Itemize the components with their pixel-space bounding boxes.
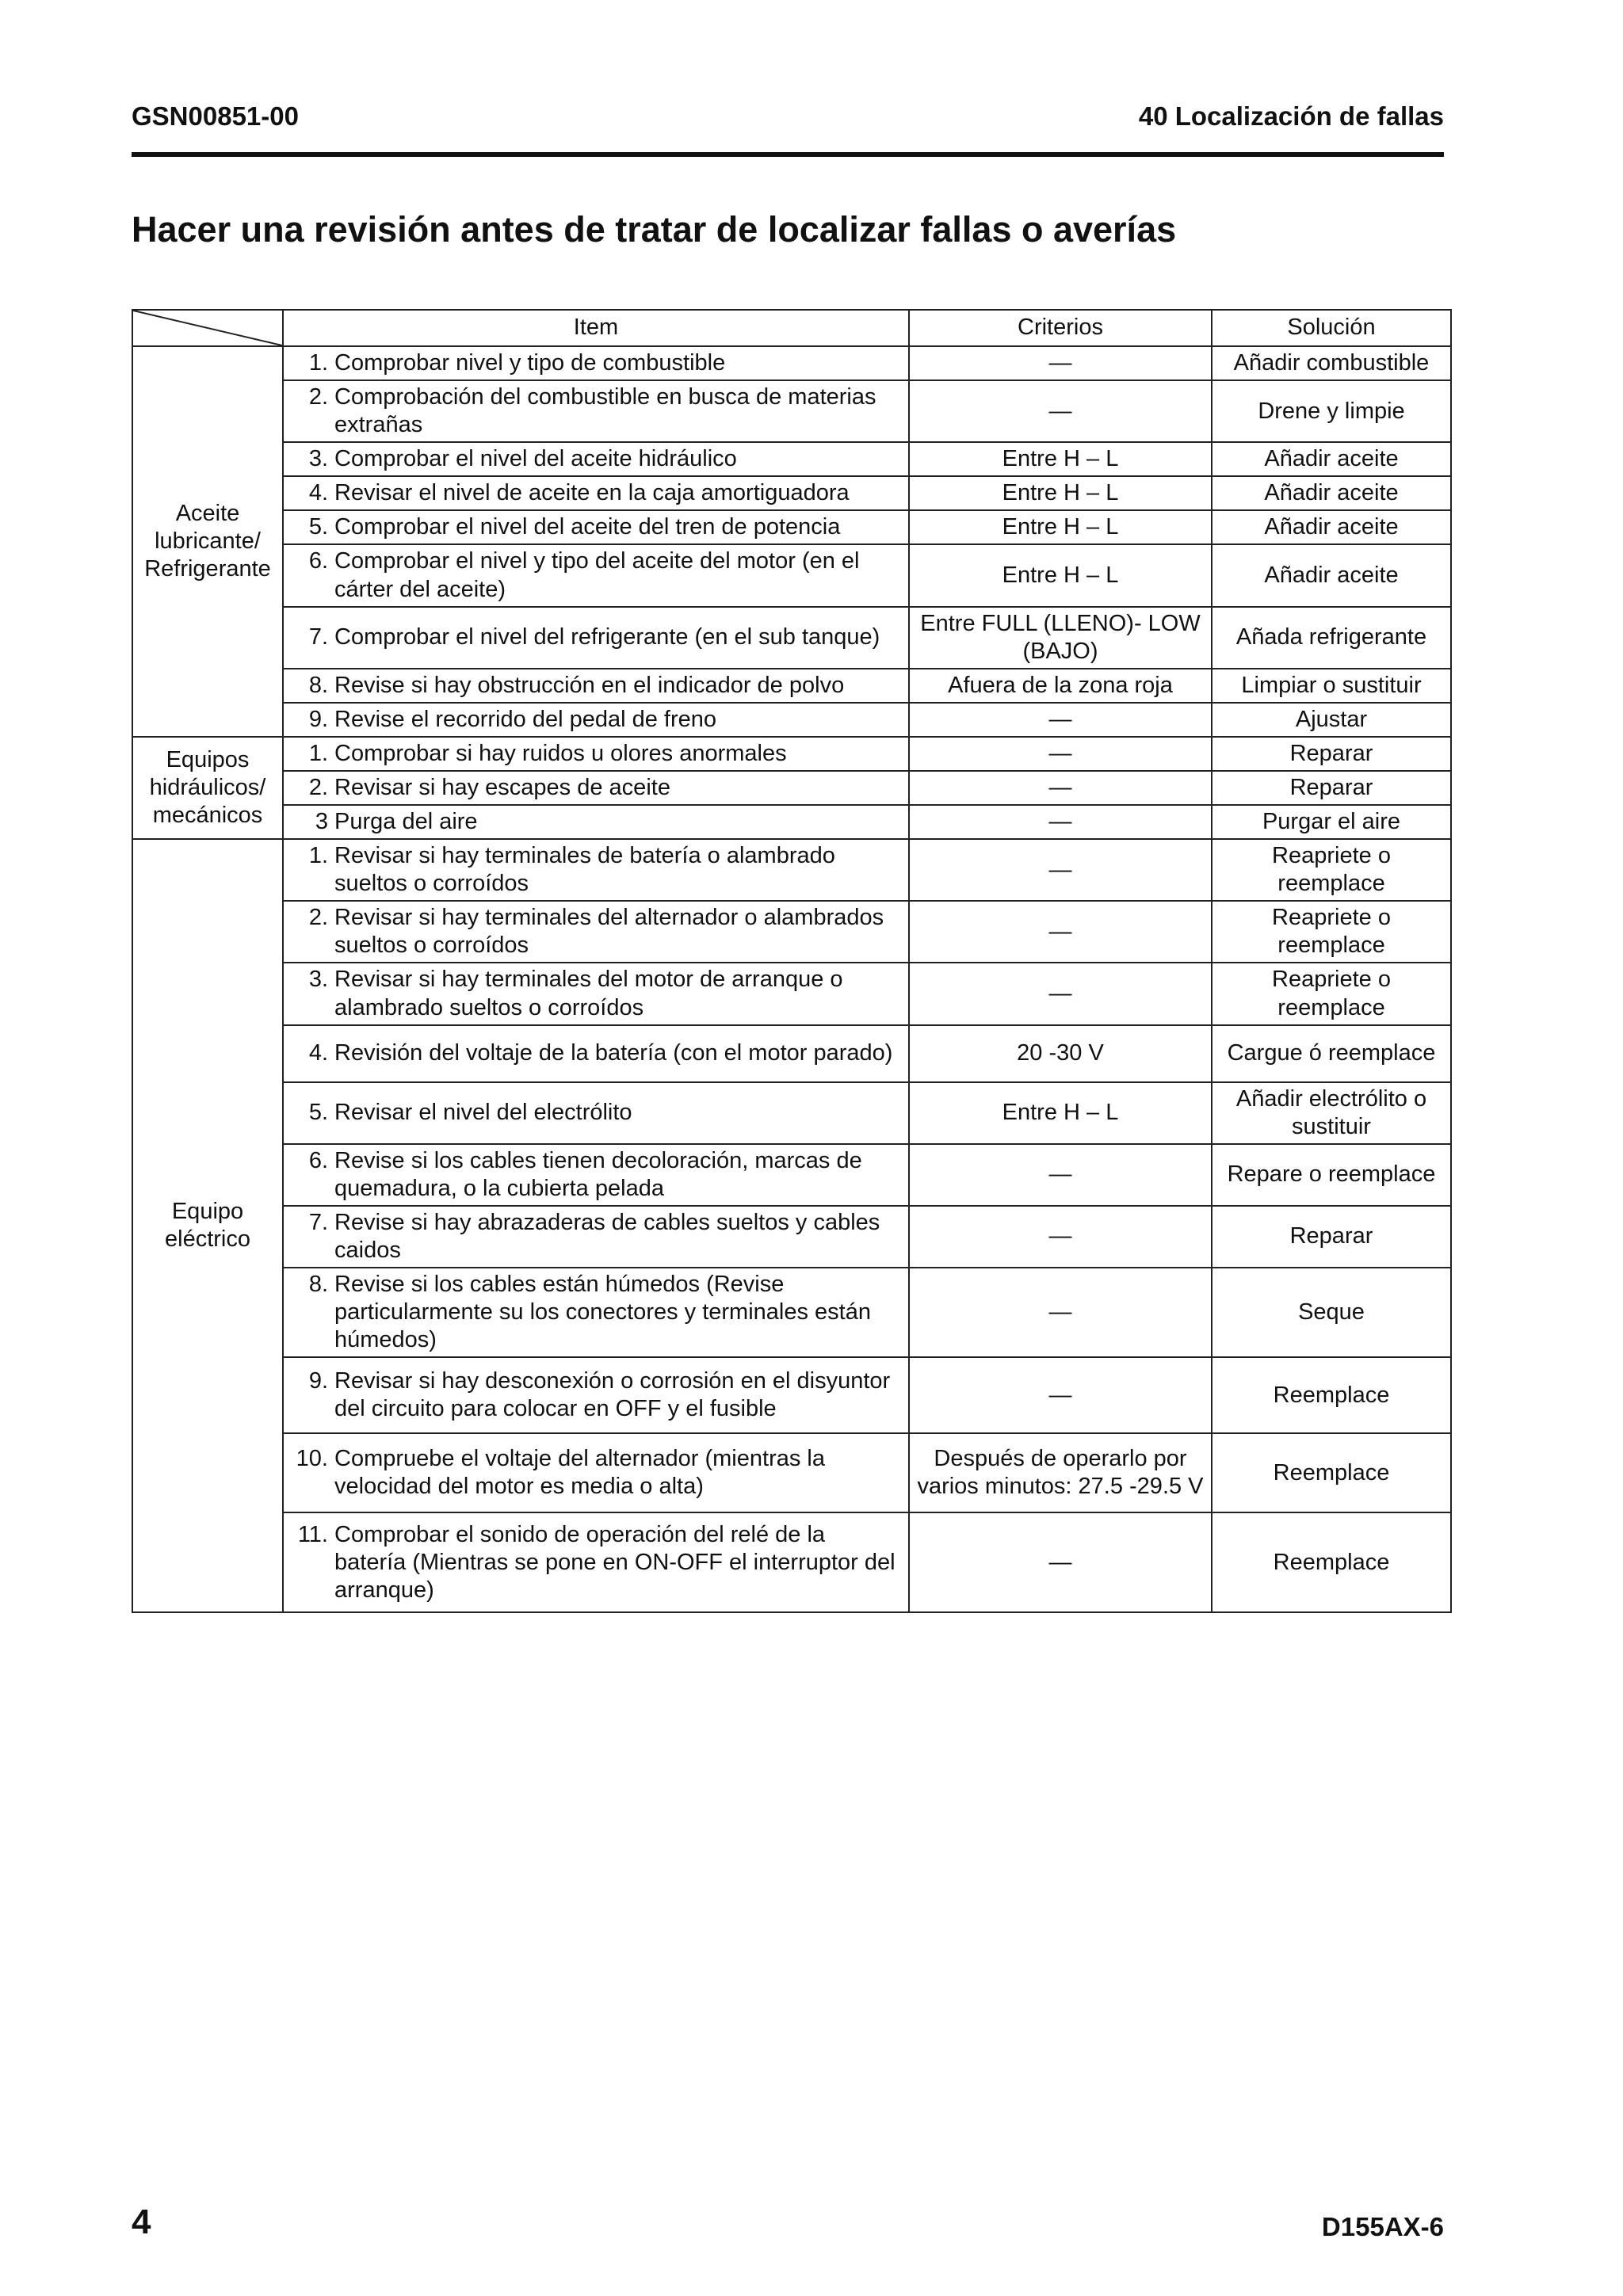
item-text: Revisar si hay terminales del motor de arranque o alambrado sueltos o corroídos (334, 967, 843, 1020)
solution-cell: Cargue ó reemplace (1212, 1025, 1451, 1082)
item-number: 2. (308, 905, 328, 931)
solution-cell: Reapriete o reemplace (1212, 839, 1451, 901)
criteria-cell: Entre H – L (909, 1082, 1212, 1144)
column-header-item: Item (283, 310, 909, 346)
solution-cell: Reparar (1212, 737, 1451, 771)
solution-cell: Seque (1212, 1268, 1451, 1357)
item-number: 9. (308, 706, 328, 732)
item-cell (283, 703, 909, 737)
corner-cell (132, 310, 283, 346)
item-text: Revisar el nivel del electrólito (334, 1100, 632, 1126)
item-text: Comprobar nivel y tipo de combustible (334, 350, 726, 376)
item-text: Revisión del voltaje de la batería (con el motor parado) (334, 1040, 893, 1066)
document-code: GSN00851-00 (132, 101, 299, 131)
item-text: Comprobar el sonido de operación del relé de la batería (Mientras se pone en ON-OFF el interruptor del arranque) (334, 1521, 896, 1603)
item-entry (290, 1039, 902, 1067)
criteria-cell: — (909, 1357, 1212, 1433)
item-entry (290, 672, 902, 700)
diagonal-line (133, 311, 282, 345)
item-entry (290, 547, 902, 603)
item-entry (290, 445, 902, 473)
item-number: 8. (308, 1272, 328, 1298)
category-cell: Equipos hidráulicos/ mecánicos (132, 737, 283, 839)
solution-cell: Ajustar (1212, 703, 1451, 737)
criteria-cell: — (909, 1206, 1212, 1268)
item-text: Revise si los cables tienen decoloración, marcas de quemadura, o la cubierta pelada (334, 1147, 862, 1201)
item-cell (283, 1082, 909, 1144)
item-cell (283, 1206, 909, 1268)
item-entry (290, 1099, 902, 1127)
item-text: Comprobación del combustible en busca de materias extrañas (334, 384, 876, 438)
item-cell (283, 476, 909, 510)
table-row (132, 1025, 1451, 1082)
item-text: Revise si hay abrazaderas de cables sueltos y cables caidos (334, 1209, 880, 1264)
table-row (132, 805, 1451, 839)
solution-cell: Reemplace (1212, 1512, 1451, 1612)
item-number: 3 (315, 809, 328, 835)
criteria-cell: — (909, 963, 1212, 1024)
table-row (132, 669, 1451, 703)
solution-cell: Reparar (1212, 1206, 1451, 1268)
table-row (132, 1144, 1451, 1206)
solution-cell: Reapriete o reemplace (1212, 901, 1451, 963)
item-text: Comprobar el nivel y tipo del aceite del motor (en el cárter del aceite) (334, 548, 860, 602)
criteria-cell: — (909, 380, 1212, 442)
table-body (132, 346, 1451, 1612)
criteria-cell: Entre FULL (LLENO)- LOW (BAJO) (909, 607, 1212, 669)
item-cell (283, 669, 909, 703)
item-text: Revisar si hay terminales de batería o alambrado sueltos o corroídos (334, 843, 835, 897)
item-text: Comprobar si hay ruidos u olores anormales (334, 740, 787, 766)
item-text: Revise si los cables están húmedos (Revise particularmente su los conectores y terminales están húmedos) (334, 1272, 871, 1353)
pre-check-table (132, 309, 1452, 1613)
solution-cell: Reemplace (1212, 1433, 1451, 1512)
solution-cell: Reparar (1212, 771, 1451, 805)
page-title: Hacer una revisión antes de tratar de localizar fallas o averías (132, 209, 1177, 250)
item-entry (290, 904, 902, 959)
criteria-cell: — (909, 1268, 1212, 1357)
item-number: 4. (308, 480, 328, 506)
solution-cell: Reapriete o reemplace (1212, 963, 1451, 1024)
model-code: D155AX-6 (1321, 2212, 1444, 2241)
table-row (132, 607, 1451, 669)
item-number: 3. (308, 446, 328, 472)
criteria-cell: Después de operarlo por varios minutos: 27.5 -29.5 V (909, 1433, 1212, 1512)
item-cell (283, 1025, 909, 1082)
criteria-cell: Afuera de la zona roja (909, 669, 1212, 703)
item-number: 4. (308, 1040, 328, 1066)
criteria-cell: — (909, 703, 1212, 737)
item-number: 7. (308, 1209, 328, 1235)
item-number: 3. (308, 967, 328, 993)
item-cell (283, 901, 909, 963)
item-number: 7. (308, 624, 328, 650)
criteria-cell: — (909, 346, 1212, 380)
criteria-cell: Entre H – L (909, 544, 1212, 606)
item-number: 5. (308, 1100, 328, 1126)
table-row (132, 1357, 1451, 1433)
solution-cell: Reemplace (1212, 1357, 1451, 1433)
item-cell (283, 1268, 909, 1357)
criteria-cell: Entre H – L (909, 442, 1212, 476)
criteria-cell: — (909, 1512, 1212, 1612)
solution-cell: Añadir aceite (1212, 442, 1451, 476)
category-cell: Aceite lubricante/ Refrigerante (132, 346, 283, 737)
item-entry (290, 808, 902, 836)
item-cell (283, 380, 909, 442)
table-row (132, 1512, 1451, 1612)
item-cell (283, 607, 909, 669)
item-text: Revise si hay obstrucción en el indicador de polvo (334, 672, 845, 698)
item-text: Revisar el nivel de aceite en la caja amortiguadora (334, 480, 850, 506)
table-row (132, 346, 1451, 380)
criteria-cell: — (909, 1144, 1212, 1206)
table-row (132, 1082, 1451, 1144)
item-cell (283, 346, 909, 380)
item-entry (290, 966, 902, 1021)
table-row (132, 544, 1451, 606)
item-number: 1. (308, 350, 328, 376)
item-entry (290, 624, 902, 651)
item-cell (283, 1357, 909, 1433)
item-text: Revise el recorrido del pedal de freno (334, 706, 716, 732)
item-entry (290, 383, 902, 439)
criteria-cell: 20 -30 V (909, 1025, 1212, 1082)
solution-cell: Añadir aceite (1212, 544, 1451, 606)
item-entry (290, 842, 902, 898)
item-cell (283, 1512, 909, 1612)
table-row (132, 1268, 1451, 1357)
item-entry (290, 1367, 902, 1423)
item-text: Compruebe el voltaje del alternador (mientras la velocidad del motor es media o alta) (334, 1446, 825, 1500)
item-number: 6. (308, 548, 328, 574)
table-row (132, 476, 1451, 510)
table-row (132, 737, 1451, 771)
item-number: 11. (297, 1521, 328, 1547)
item-text: Revisar si hay terminales del alternador o alambrados sueltos o corroídos (334, 905, 884, 959)
item-cell (283, 544, 909, 606)
solution-cell: Añadir electrólito o sustituir (1212, 1082, 1451, 1144)
item-text: Comprobar el nivel del aceite hidráulico (334, 446, 737, 472)
table-header-row (132, 310, 1451, 346)
page-number: 4 (132, 2203, 151, 2241)
item-entry (290, 1521, 902, 1604)
item-number: 8. (308, 672, 328, 698)
item-number: 9. (308, 1368, 328, 1394)
column-header-solution: Solución (1212, 310, 1451, 346)
solution-cell: Limpiar o sustituir (1212, 669, 1451, 703)
item-text: Purga del aire (334, 809, 478, 835)
criteria-cell: — (909, 901, 1212, 963)
solution-cell: Añadir combustible (1212, 346, 1451, 380)
item-cell (283, 805, 909, 839)
item-text: Revisar si hay escapes de aceite (334, 775, 670, 801)
criteria-cell: — (909, 771, 1212, 805)
item-number: 1. (308, 740, 328, 766)
solution-cell: Drene y limpie (1212, 380, 1451, 442)
table-row (132, 771, 1451, 805)
table-row (132, 380, 1451, 442)
header-rule (132, 152, 1444, 157)
item-cell (283, 963, 909, 1024)
item-cell (283, 1433, 909, 1512)
item-number: 6. (308, 1147, 328, 1173)
column-header-criteria: Criterios (909, 310, 1212, 346)
solution-cell: Añada refrigerante (1212, 607, 1451, 669)
item-cell (283, 737, 909, 771)
item-entry (290, 513, 902, 541)
item-entry (290, 1445, 902, 1501)
item-entry (290, 740, 902, 768)
item-cell (283, 771, 909, 805)
item-entry (290, 774, 902, 802)
item-cell (283, 839, 909, 901)
item-number: 5. (308, 514, 328, 540)
item-number: 2. (308, 384, 328, 410)
item-cell (283, 510, 909, 544)
item-cell (283, 1144, 909, 1206)
criteria-cell: Entre H – L (909, 510, 1212, 544)
item-text: Revisar si hay desconexión o corrosión en el disyuntor del circuito para colocar en OFF y el fusible (334, 1368, 891, 1422)
table-row (132, 510, 1451, 544)
section-title: 40 Localización de fallas (1138, 101, 1444, 131)
criteria-cell: — (909, 839, 1212, 901)
criteria-cell: — (909, 805, 1212, 839)
item-text: Comprobar el nivel del aceite del tren de potencia (334, 514, 841, 540)
table-row (132, 1433, 1451, 1512)
item-number: 1. (308, 843, 328, 869)
item-entry (290, 1271, 902, 1354)
table-row (132, 442, 1451, 476)
criteria-cell: Entre H – L (909, 476, 1212, 510)
item-entry (290, 349, 902, 377)
solution-cell: Añadir aceite (1212, 510, 1451, 544)
item-text: Comprobar el nivel del refrigerante (en el sub tanque) (334, 624, 880, 650)
item-cell (283, 442, 909, 476)
table-row (132, 839, 1451, 901)
category-cell: Equipo eléctrico (132, 839, 283, 1612)
item-entry (290, 479, 902, 507)
table-row (132, 1206, 1451, 1268)
criteria-cell: — (909, 737, 1212, 771)
item-entry (290, 706, 902, 734)
item-number: 2. (308, 775, 328, 801)
solution-cell: Purgar el aire (1212, 805, 1451, 839)
table-row (132, 901, 1451, 963)
item-entry (290, 1209, 902, 1264)
item-number: 10. (296, 1446, 328, 1472)
item-entry (290, 1147, 902, 1203)
solution-cell: Repare o reemplace (1212, 1144, 1451, 1206)
solution-cell: Añadir aceite (1212, 476, 1451, 510)
table-row (132, 963, 1451, 1024)
table-row (132, 703, 1451, 737)
